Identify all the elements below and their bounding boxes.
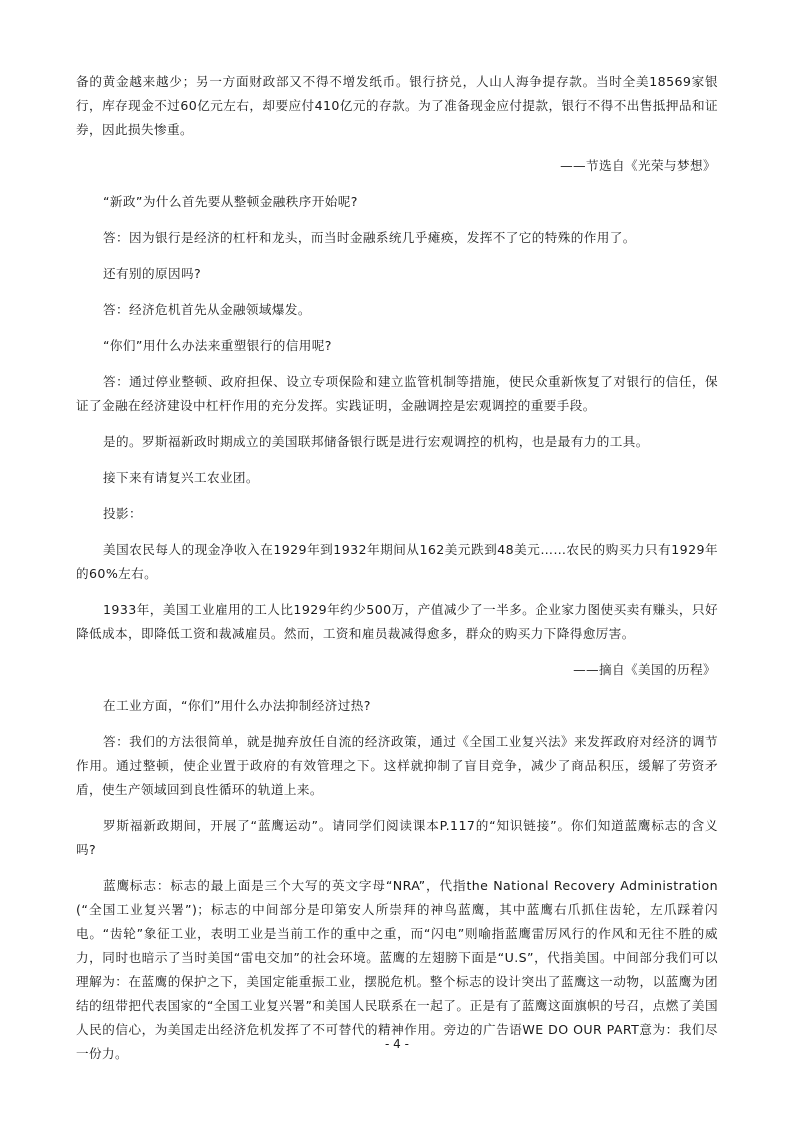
document-body bbox=[76, 70, 718, 1066]
question-other-reasons: 还有别的原因吗? bbox=[103, 266, 202, 281]
projection-label: 投影： bbox=[103, 506, 142, 521]
page-number: - 4 - bbox=[385, 1037, 409, 1051]
answer-finance-crisis: 答：经济危机首先从金融领域爆发。 bbox=[103, 302, 311, 317]
source-citation-american-history: ——摘自《美国的历程》 bbox=[573, 662, 716, 677]
question-industry-measures: 在工业方面，“你们”用什么办法抑制经济过热? bbox=[103, 698, 371, 713]
answer-bank-lever: 答：因为银行是经济的杠杆和龙头，而当时金融系统几乎瘫痪，发挥不了它的特殊的作用了。 bbox=[103, 230, 636, 245]
answer-national-industrial-recovery: 答：我们的方法很简单，就是抛弃放任自流的经济政策，通过《全国工业复兴法》来发挥政府对经济的调节作用。通过整顿，使企业置于政府的有效管理之下。这样就抑制了盲目竞争，减少了商品积压，缓解了劳资矛盾，使生产领域回到良性循环的轨道上来。 bbox=[76, 734, 718, 797]
question-new-deal-finance: “新政”为什么首先要从整顿金融秩序开始呢? bbox=[103, 194, 358, 209]
teacher-federal-reserve-remark: 是的。罗斯福新政时期成立的美国联邦储备银行既是进行宏观调控的机构，也是最有力的工具。 bbox=[103, 434, 649, 449]
paragraph-bank-run-excerpt: 备的黄金越来越少；另一方面财政部又不得不增发纸币。银行挤兑，人山人海争提存款。当时全美18569家银行，库存现金不过60亿元左右，却要应付410亿元的存款。为了准备现金应付提款，银行不得不出售抵押品和证券，因此损失惨重。 bbox=[76, 74, 718, 137]
blue-eagle-campaign-question: 罗斯福新政期间，开展了“蓝鹰运动”。请同学们阅读课本P.117的“知识链接”。你们知道蓝鹰标志的含义吗? bbox=[76, 818, 718, 857]
blue-eagle-symbol-explanation: 蓝鹰标志：标志的最上面是三个大写的英文字母“NRA”，代指the National Recovery Administration (“全国工业复兴署”)；标志的中间部分是印第安人所崇拜的神鸟蓝鹰，其中蓝鹰右爪抓住齿轮，左爪踩着闪电。“齿轮”象征工业，表明工业是当前工作的重中之重，而“闪电”则喻指蓝鹰雷厉风行的作风和无往不胜的威力，同时也暗示了当时美国“雷电交加”的社会环境。蓝鹰的左翅膀下面是“U.S”，代指美国。中间部分我们可以理解为：在蓝鹰的保护之下，美国定能重振工业，摆脱危机。整个标志的设计突出了蓝鹰这一动物，以蓝鹰为团结的纽带把代表国家的“全国工业复兴署”和美国人民联系在一起了。正是有了蓝鹰这面旗帜的号召，点燃了美国人民的信心，为美国走出经济危机发挥了不可替代的精神作用。旁边的广告语WE DO OUR PART意为：我们尽一份力。 bbox=[76, 878, 718, 1061]
source-citation-glory-and-dream: ——节选自《光荣与梦想》 bbox=[560, 158, 716, 173]
projection-farmer-income: 美国农民每人的现金净收入在1929年到1932年期间从162美元跌到48美元……农民的购买力只有1929年的60%左右。 bbox=[76, 542, 718, 581]
teacher-next-group: 接下来有请复兴工农业团。 bbox=[103, 470, 259, 485]
projection-industry-1933: 1933年，美国工业雇用的工人比1929年约少500万，产值减少了一半多。企业家力图使买卖有赚头，只好降低成本，即降低工资和裁减雇员。然而，工资和雇员裁减得愈多，群众的购买力下降得愈厉害。 bbox=[76, 602, 718, 641]
answer-bank-credit-measures: 答：通过停业整顿、政府担保、设立专项保险和建立监管机制等措施，使民众重新恢复了对银行的信任，保证了金融在经济建设中杠杆作用的充分发挥。实践证明，金融调控是宏观调控的重要手段。 bbox=[76, 374, 718, 413]
question-bank-credit: “你们”用什么办法来重塑银行的信用呢? bbox=[103, 338, 332, 353]
